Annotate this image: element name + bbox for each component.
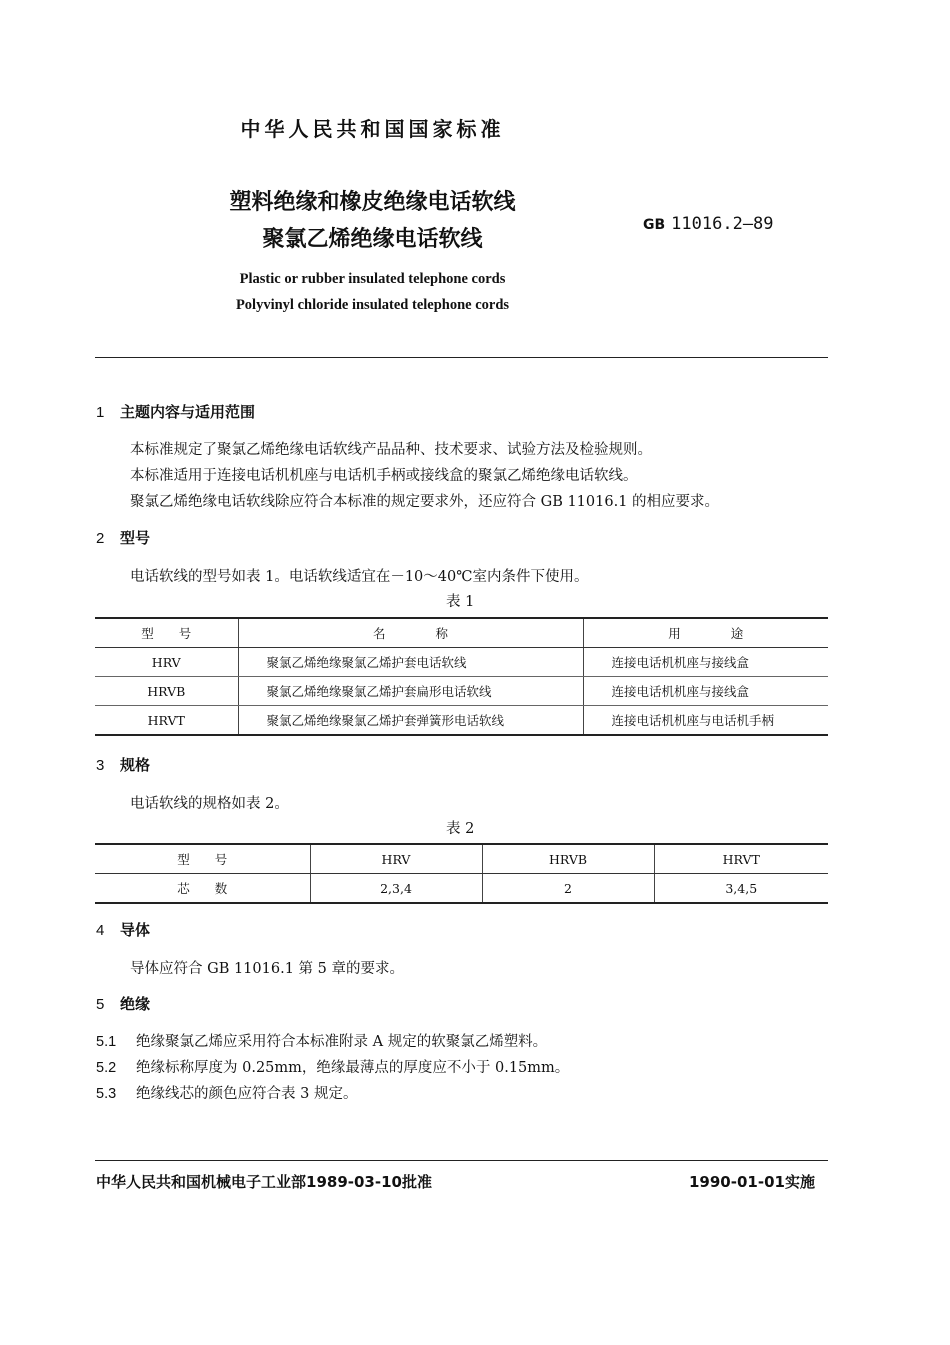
section-1-para-3: 聚氯乙烯绝缘电话软线除应符合本标准的规定要求外，还应符合 GB 11016.1 的相应要求。 (130, 494, 720, 510)
cell-model: HRV (95, 648, 238, 677)
approval-note: 中华人民共和国机械电子工业部1989-03-10批准 (96, 1173, 432, 1191)
section-2-heading (96, 527, 150, 548)
section-title: 导体 (120, 921, 151, 939)
standard-category: 中华人民共和国国家标准 (240, 117, 505, 141)
title-cn-line1: 塑料绝缘和橡皮绝缘电话软线 (229, 190, 516, 215)
cell-usage: 连接电话机机座与电话机手柄 (583, 706, 828, 736)
section-title: 绝缘 (120, 995, 151, 1013)
section-title: 规格 (120, 756, 151, 774)
table-row (95, 677, 828, 706)
section-2-para: 电话软线的型号如表 1。电话软线适宜在－10～40℃室内条件下使用。 (130, 569, 589, 585)
header-hrvt: HRVT (654, 844, 828, 874)
section-number: 4 (96, 922, 105, 939)
cell-name: 聚氯乙烯绝缘聚氯乙烯护套电话软线 (238, 648, 583, 677)
header-model: 型 号 (95, 844, 310, 874)
standard-number (643, 214, 774, 234)
section-3-para: 电话软线的规格如表 2。 (130, 796, 289, 812)
cell-core-count-label: 芯 数 (95, 874, 310, 904)
section-4-para: 导体应符合 GB 11016.1 第 5 章的要求。 (130, 961, 404, 977)
footer-divider (95, 1160, 828, 1161)
cell-hrvb-cores: 2 (482, 874, 654, 904)
title-en-line1: Plastic or rubber insulated telephone cords (239, 271, 506, 287)
header-usage: 用 途 (583, 618, 828, 648)
standard-code: 11016.2—89 (671, 214, 774, 234)
section-1-para-1: 本标准规定了聚氯乙烯绝缘电话软线产品品种、技术要求、试验方法及检验规则。 (130, 442, 652, 458)
section-1-para-2: 本标准适用于连接电话机机座与电话机手柄或接线盒的聚氯乙烯绝缘电话软线。 (130, 468, 638, 484)
section-1-heading (96, 401, 255, 422)
clause-number: 5.3 (96, 1086, 117, 1102)
table-header-row (95, 844, 828, 874)
table-1-caption: 表 1 (446, 594, 475, 610)
table-row (95, 706, 828, 736)
cell-name: 聚氯乙烯绝缘聚氯乙烯护套扁形电话软线 (238, 677, 583, 706)
table-header-row (95, 618, 828, 648)
table-row (95, 874, 828, 904)
section-title: 主题内容与适用范围 (120, 403, 256, 421)
header-model: 型 号 (95, 618, 238, 648)
section-number: 3 (96, 757, 105, 774)
section-4-heading (96, 919, 150, 940)
section-5-heading (96, 993, 150, 1014)
table-1 (95, 617, 828, 736)
header-hrv: HRV (310, 844, 482, 874)
clause-text: 绝缘聚氯乙烯应采用符合本标准附录 A 规定的软聚氯乙烯塑料。 (136, 1034, 548, 1050)
table-2 (95, 843, 828, 904)
cell-name: 聚氯乙烯绝缘聚氯乙烯护套弹簧形电话软线 (238, 706, 583, 736)
header-name: 名 称 (238, 618, 583, 648)
section-number: 2 (96, 530, 105, 547)
standard-prefix: GB (643, 217, 666, 233)
header-divider (95, 357, 828, 358)
section-number: 5 (96, 996, 105, 1013)
clause-5-3 (96, 1082, 357, 1103)
table-row (95, 648, 828, 677)
clause-5-1 (96, 1030, 547, 1051)
clause-number: 5.2 (96, 1060, 117, 1076)
header-hrvb: HRVB (482, 844, 654, 874)
cell-usage: 连接电话机机座与接线盒 (583, 677, 828, 706)
clause-text: 绝缘线芯的颜色应符合表 3 规定。 (136, 1086, 358, 1102)
cell-usage: 连接电话机机座与接线盒 (583, 648, 828, 677)
cell-hrv-cores: 2,3,4 (310, 874, 482, 904)
table-2-caption: 表 2 (446, 821, 475, 837)
cell-hrvt-cores: 3,4,5 (654, 874, 828, 904)
section-3-heading (96, 754, 150, 775)
section-number: 1 (96, 404, 105, 421)
implementation-date: 1990-01-01实施 (689, 1173, 815, 1191)
section-title: 型号 (120, 529, 151, 547)
clause-5-2 (96, 1056, 569, 1077)
cell-model: HRVT (95, 706, 238, 736)
clause-text: 绝缘标称厚度为 0.25mm，绝缘最薄点的厚度应不小于 0.15mm。 (136, 1060, 570, 1076)
title-en-line2: Polyvinyl chloride insulated telephone cords (235, 297, 510, 313)
clause-number: 5.1 (96, 1034, 117, 1050)
title-cn-line2: 聚氯乙烯绝缘电话软线 (262, 227, 483, 252)
cell-model: HRVB (95, 677, 238, 706)
